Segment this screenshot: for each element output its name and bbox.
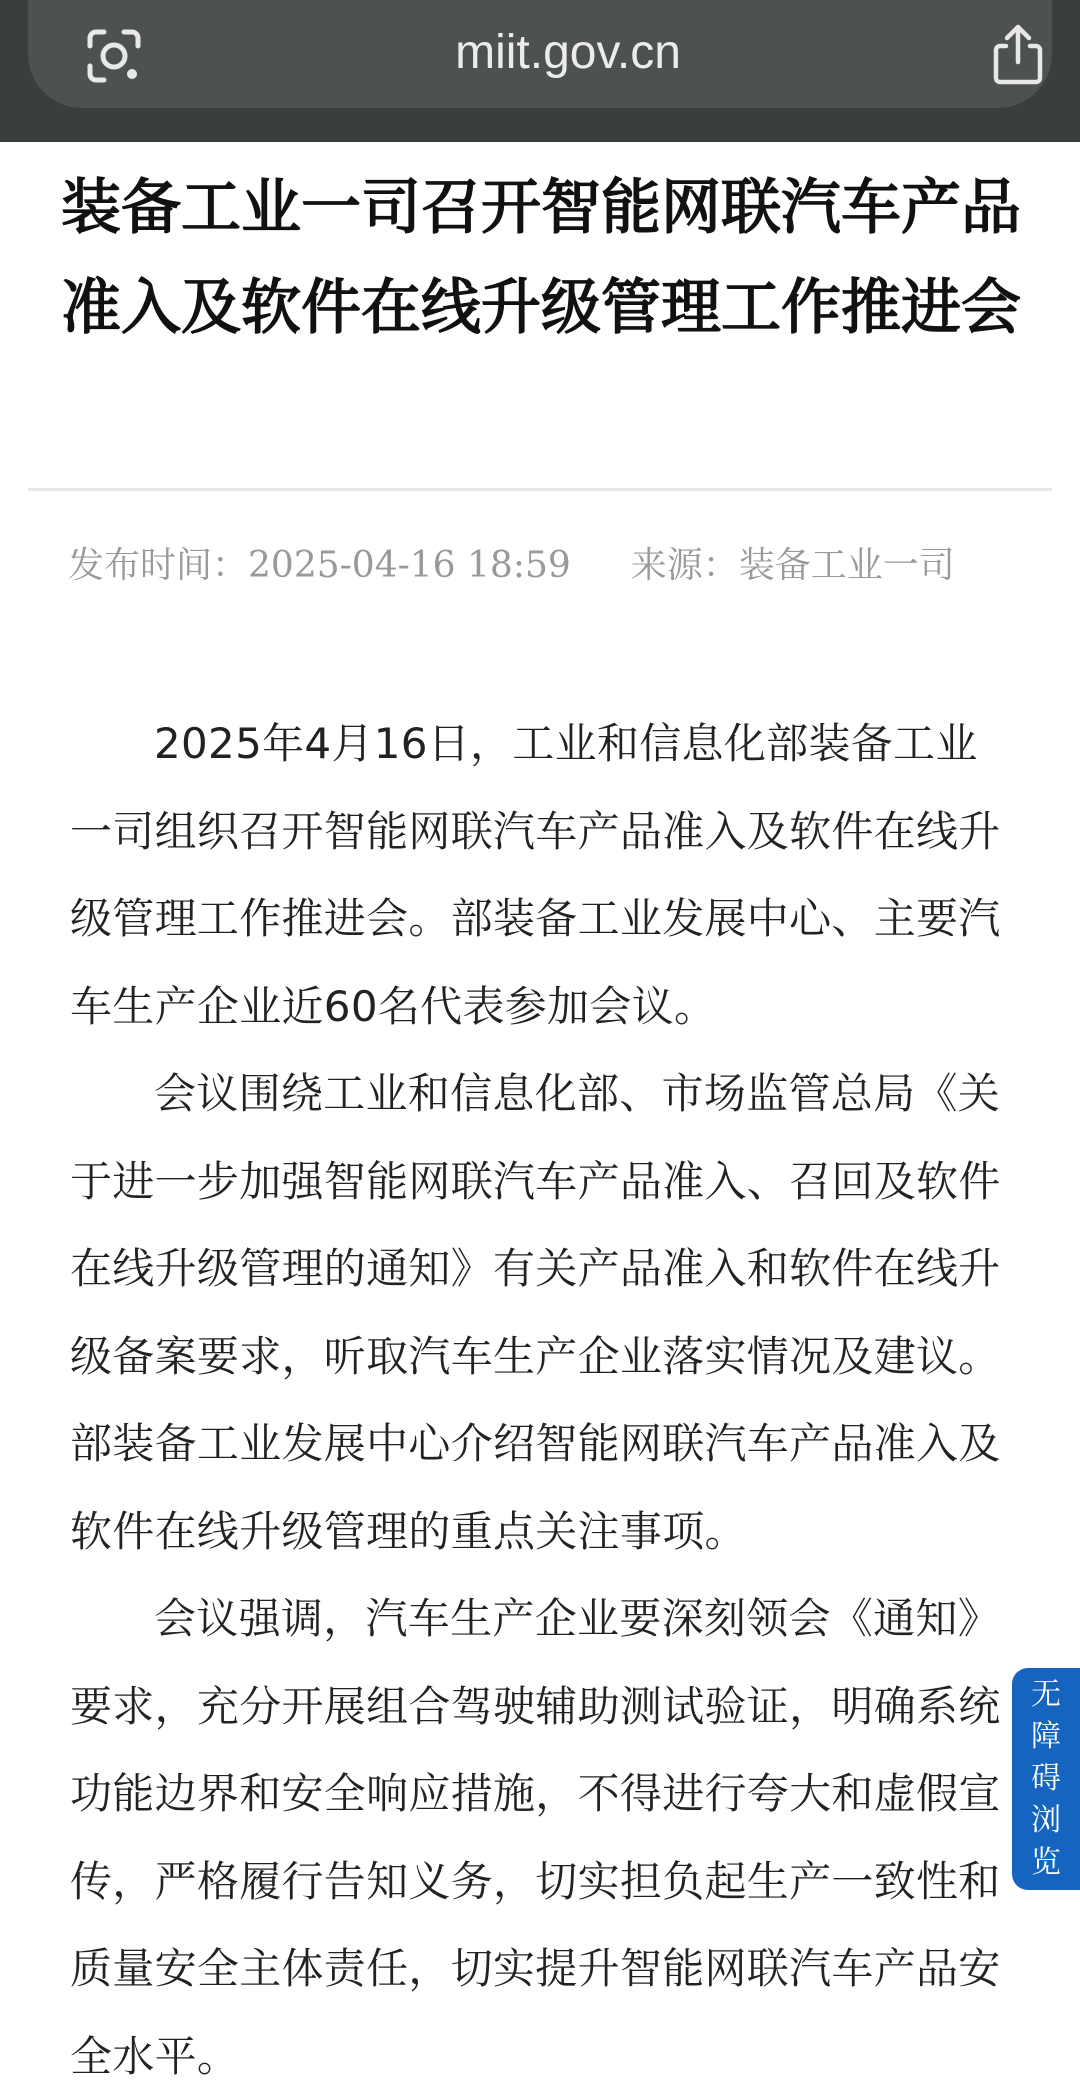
published-label: 发布时间： [68, 545, 249, 586]
address-bar[interactable] [28, 0, 1052, 108]
camera-scan-icon[interactable] [84, 26, 144, 86]
source-label: 来源： [630, 545, 739, 586]
article-paragraph: 会议围绕工业和信息化部、市场监管总局《关于进一步加强智能网联汽车产品准入、召回及软件在线升级管理的通知》有关产品准入和软件在线升级备案要求，听取汽车生产企业落实情况及建议。部装备工业发展中心介绍智能网联汽车产品准入及软件在线升级管理的重点关注事项。 [70, 1069, 1001, 1556]
article-title: 装备工业一司召开智能网联汽车产品准入及软件在线升级管理工作推进会 [61, 173, 1021, 343]
article-paragraph: 2025年4月16日，工业和信息化部装备工业一司组织召开智能网联汽车产品准入及软件在线升级管理工作推进会。部装备工业发展中心、主要汽车生产企业近60名代表参加会议。 [70, 719, 1001, 1031]
accessibility-button[interactable] [1012, 1668, 1080, 1890]
accessibility-label: 无障碍浏览 [1031, 1677, 1061, 1880]
share-icon[interactable] [988, 22, 1048, 86]
article-meta [68, 536, 1048, 596]
url-text[interactable]: miit.gov.cn [455, 26, 681, 79]
article-paragraph: 会议强调，汽车生产企业要深刻领会《通知》要求，充分开展组合驾驶辅助测试验证，明确系统功能边界和安全响应措施，不得进行夸大和虚假宣传，严格履行告知义务，切实担负起生产一致性和质量安全主体责任，切实提升智能网联汽车产品安全水平。 [70, 1594, 1001, 2081]
divider [28, 488, 1052, 491]
published-time: 2025-04-16 18:59 [248, 545, 571, 586]
article-body [70, 700, 1012, 2100]
source-name: 装备工业一司 [738, 545, 955, 586]
browser-top-bar [0, 0, 1080, 142]
